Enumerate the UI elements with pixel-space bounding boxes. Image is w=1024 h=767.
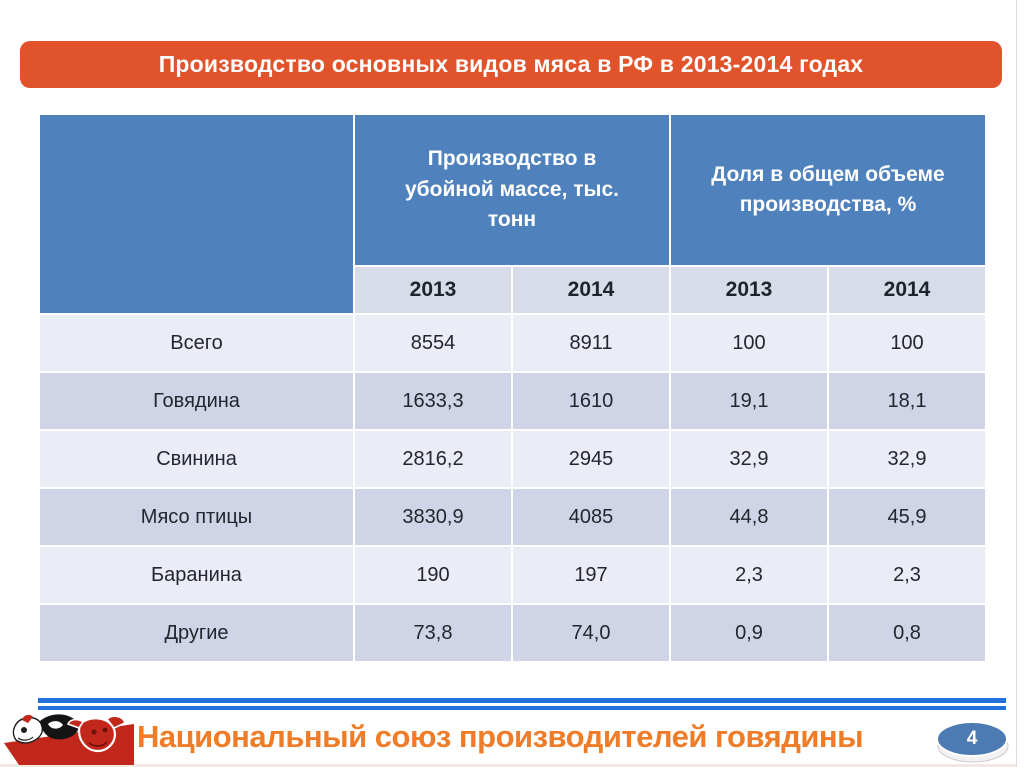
table-cell: 32,9: [829, 431, 985, 487]
row-label: Другие: [40, 605, 353, 661]
table-cell: 19,1: [671, 373, 827, 429]
page-number-badge: [936, 720, 1010, 764]
table-cell: 44,8: [671, 489, 827, 545]
page-number: 4: [966, 728, 978, 749]
table-cell: 8554: [355, 315, 511, 371]
row-label: Мясо птицы: [40, 489, 353, 545]
slide-title-banner: [20, 41, 1002, 88]
table-cell: 1610: [513, 373, 669, 429]
row-label: Всего: [40, 315, 353, 371]
table-cell: 18,1: [829, 373, 985, 429]
year-header: 2014: [513, 267, 669, 313]
year-header: 2013: [355, 267, 511, 313]
table-cell: 74,0: [513, 605, 669, 661]
table-cell: 1633,3: [355, 373, 511, 429]
footer-org-name: Национальный союз производителей говядины: [137, 719, 864, 754]
year-header: 2013: [671, 267, 827, 313]
row-label: Свинина: [40, 431, 353, 487]
row-label: Говядина: [40, 373, 353, 429]
table-cell: 3830,9: [355, 489, 511, 545]
footer-divider-line: [38, 698, 1006, 710]
table-cell: 2,3: [671, 547, 827, 603]
slide-right-edge: [1016, 0, 1017, 767]
table-cell: 197: [513, 547, 669, 603]
table-cell: 0,8: [829, 605, 985, 661]
cattle-logo-icon: [4, 708, 134, 765]
column-group-share: Доля в общем объеме производства, %: [671, 115, 985, 265]
table-cell: 8911: [513, 315, 669, 371]
meat-production-table: [40, 115, 985, 661]
year-header: 2014: [829, 267, 985, 313]
table-cell: 0,9: [671, 605, 827, 661]
table-cell: 190: [355, 547, 511, 603]
slide-title: Производство основных видов мяса в РФ в 2013-2014 годах: [158, 51, 864, 77]
table-cell: 2945: [513, 431, 669, 487]
table-corner-cell: [40, 115, 353, 313]
table-cell: 32,9: [671, 431, 827, 487]
table-cell: 73,8: [355, 605, 511, 661]
table-cell: 2,3: [829, 547, 985, 603]
table-cell: 45,9: [829, 489, 985, 545]
table-cell: 100: [829, 315, 985, 371]
column-group-production: Производство в убойной массе, тыс. тонн: [355, 115, 669, 265]
row-label: Баранина: [40, 547, 353, 603]
table-cell: 2816,2: [355, 431, 511, 487]
table-cell: 4085: [513, 489, 669, 545]
table-cell: 100: [671, 315, 827, 371]
